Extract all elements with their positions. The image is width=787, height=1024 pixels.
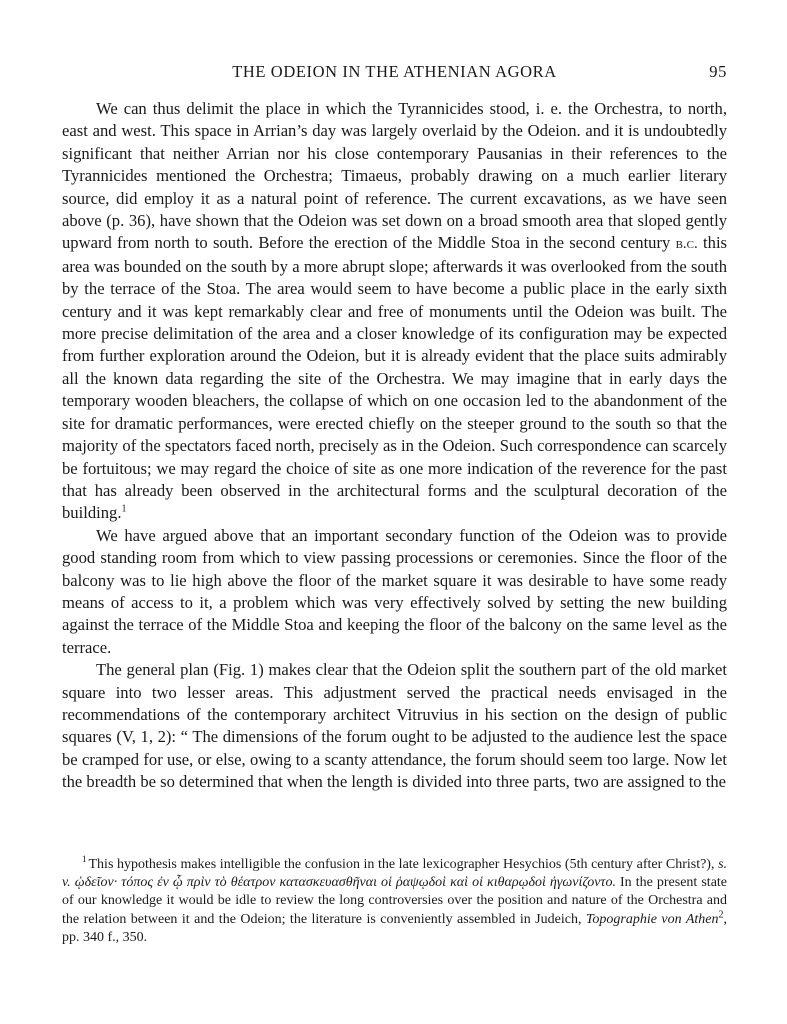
paragraph-2: We have argued above that an important secondary function of the Odeion was to provide good standing room from which to view passing processions or ceremonies. Since the floor of the balcony was to lie high above the floor of the market square it was desirable to have some ready means of access to it, a problem which was very effectively solved by setting the new building against the terrace of the Middle Stoa and keeping the floor of the balcony on the same level as the terrace.	[62, 525, 727, 657]
greek-quotation: ᾠδεῖον· τόπος ἐν ᾧ πρὶν τὸ θέατρον κατασκευασθῆναι οἱ ῥαψῳδοὶ καὶ οἱ κιθαρῳδοὶ ἠγωνίζοντο.	[74, 875, 616, 891]
paragraph-1	[62, 98, 727, 525]
running-header	[62, 62, 727, 84]
paragraph-1-part-a: We can thus delimit the place in which the Tyrannicides stood, i. e. the Orchestra, to north, east and west. This space in Arrian’s day was largely overlaid by the Odeion. and it is undoubtedly significant that neither Arrian nor his close contemporary Pausanias in their references to the Tyrannicides mentioned the Orchestra; Timaeus, probably drawing on a much earlier literary source, did employ it as a natural point of reference. The current excavations, as we have seen above (p. 36), have shown that the Odeion was set down on a broad smooth area that sloped gently upward from north to south. Before the erection of the Middle Stoa in the second century	[62, 99, 727, 253]
footnote-1	[62, 856, 727, 947]
footnote-text-c: , pp. 340 f., 350.	[62, 911, 728, 945]
book-title: Topographie von Athen	[585, 911, 719, 927]
footnote-text-a: This hypothesis makes intelligible the confusion in the late lexicographer Hesychios (5th century after Christ?),	[88, 857, 715, 872]
page-number: 95	[709, 62, 727, 81]
edition-superscript: 2	[718, 908, 724, 920]
footnote-reference[interactable]: 1	[121, 503, 127, 515]
footnote-text-b: In the present state of our knowledge it would be idle to review the long controversies over the position and nature of the Orchestra and the relation between it and the Odeion; the literature is conveniently assembled in Judeich,	[62, 875, 728, 927]
footnotes	[62, 856, 727, 947]
paragraph-3: The general plan (Fig. 1) makes clear that the Odeion split the southern part of the old market square into two lesser areas. This adjustment served the practical needs envisaged in the recommendations of the contemporary architect Vitruvius in his section on the design of public squares (V, 1, 2): “ The dimensions of the forum ought to be adjusted to the audience lest the space be cramped for use, or else, owing to a scanty attendance, the forum should seem too large. Now let the breadth be so determined that when the length is divided into three parts, two are assigned to the	[62, 660, 727, 792]
body-text	[62, 98, 727, 794]
sub-verbo: s. v.	[62, 857, 728, 891]
running-title: THE ODEION IN THE ATHENIAN AGORA	[232, 62, 557, 81]
era-abbreviation: b.c.	[675, 236, 698, 253]
paragraph-1-part-b: this area was bounded on the south by a more abrupt slope; afterwards it was overlooked from the south by the terrace of the Stoa. The area would seem to have become a public place in the early sixth century and it was kept remarkably clear and free of monuments until the Odeion was built. The more precise delimitation of the area and a closer knowledge of its configuration may be expected from further exploration around the Odeion, but it is already evident that the place suits admirably all the known data regarding the site of the Orchestra. We may imagine that in early days the temporary wooden bleachers, the collapse of which on one occasion led to the abandonment of the site for dramatic performances, were erected chiefly on the steeper ground to the south so that the majority of the spectators faced north, precisely as in the Odeion. Such correspondence can scarcely be fortuitous; we may regard the choice of site as one more indication of the reverence for the past that has already been observed in the architectural forms and the sculptural decoration of the building.	[62, 233, 728, 523]
footnote-mark: 1	[82, 854, 87, 865]
